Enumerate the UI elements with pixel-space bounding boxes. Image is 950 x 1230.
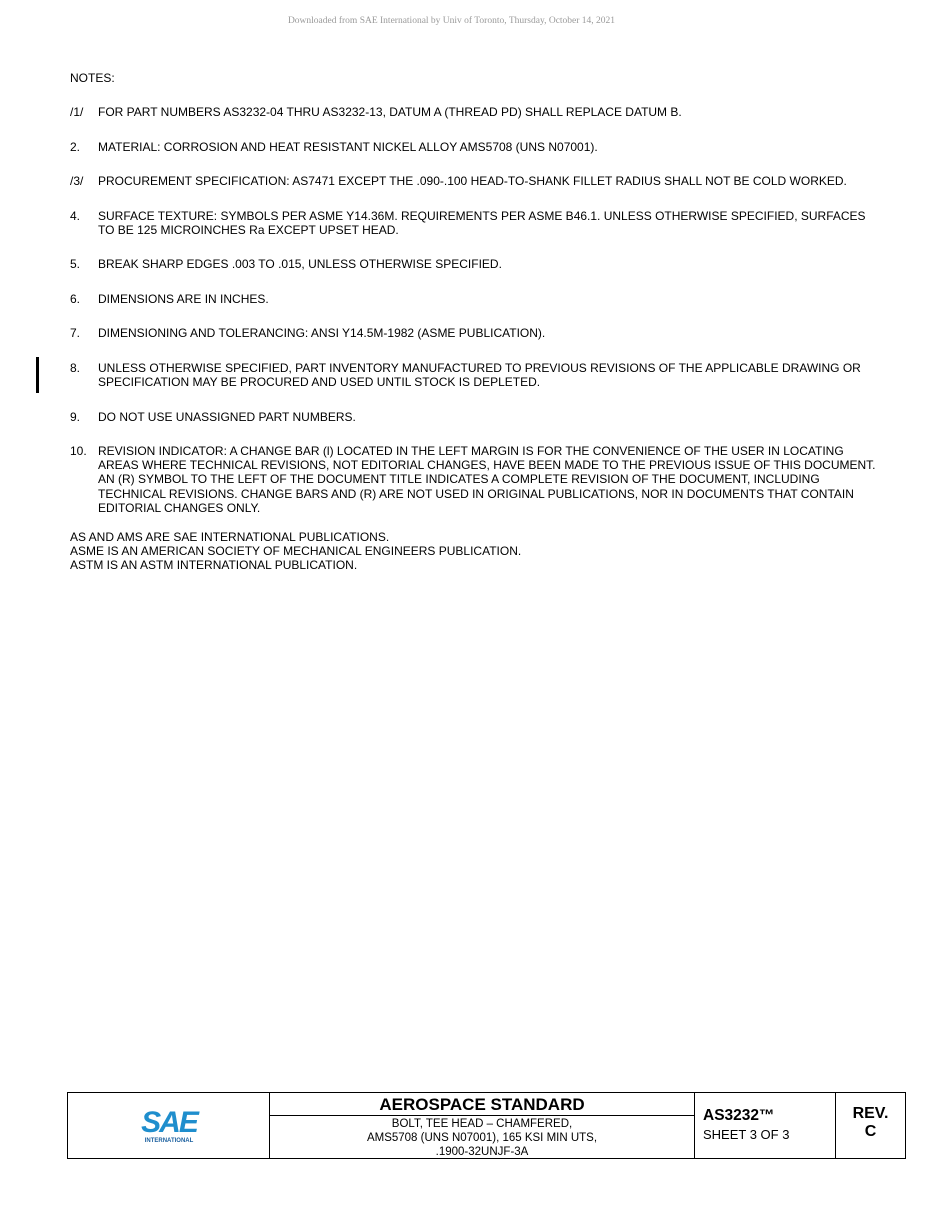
- download-watermark: Downloaded from SAE International by Univ of Toronto, Thursday, October 14, 2021: [287, 16, 616, 26]
- publication-line: ASME IS AN AMERICAN SOCIETY OF MECHANICAL ENGINEERS PUBLICATION.: [70, 544, 522, 559]
- title-block: [67, 1092, 906, 1159]
- document-cell: [695, 1093, 836, 1158]
- note-9: [70, 410, 882, 424]
- note-5: [70, 257, 882, 271]
- note-text: MATERIAL: CORROSION AND HEAT RESISTANT NICKEL ALLOY AMS5708 (UNS N07001).: [98, 140, 598, 154]
- title-cell: [270, 1093, 695, 1158]
- note-4: [70, 209, 882, 237]
- note-number: /3/: [70, 174, 84, 188]
- note-text: DO NOT USE UNASSIGNED PART NUMBERS.: [98, 410, 356, 424]
- note-text: DIMENSIONING AND TOLERANCING: ANSI Y14.5M-1982 (ASME PUBLICATION).: [98, 326, 546, 340]
- note-number: 8.: [70, 361, 81, 375]
- publication-line: ASTM IS AN ASTM INTERNATIONAL PUBLICATION.: [70, 558, 358, 573]
- note-number: 7.: [70, 326, 81, 340]
- note-6: [70, 292, 882, 306]
- note-number: 6.: [70, 292, 81, 306]
- note-text: DIMENSIONS ARE IN INCHES.: [98, 292, 269, 306]
- sae-logo-icon: [139, 1105, 201, 1147]
- note-3: [70, 174, 882, 188]
- revision-change-bar: [36, 357, 39, 393]
- logo-cell: [68, 1093, 270, 1158]
- logo-wordmark: SAE: [141, 1106, 197, 1139]
- note-number: 10.: [70, 444, 87, 458]
- revision-cell: [836, 1093, 905, 1158]
- note-text: PROCUREMENT SPECIFICATION: AS7471 EXCEPT THE .090-.100 HEAD-TO-SHANK FILLET RADIUS SHALL NOT BE COLD WORKED.: [98, 174, 847, 188]
- document-number: AS3232™: [703, 1107, 775, 1124]
- notes-heading: NOTES:: [70, 71, 115, 85]
- description-line: BOLT, TEE HEAD – CHAMFERED,: [391, 1118, 573, 1130]
- note-number: 9.: [70, 410, 81, 424]
- note-text: REVISION INDICATOR: A CHANGE BAR (l) LOCATED IN THE LEFT MARGIN IS FOR THE CONVENIENCE OF THE USER IN LOCATING AREAS WHERE TECHNICAL REVISIONS, NOT EDITORIAL CHANGES, HAVE BEEN MADE TO THE PREVIOUS ISSUE OF THIS DOCUMENT. AN (R) SYMBOL TO THE LEFT OF THE DOCUMENT TITLE INDICATES A COMPLETE REVISION OF THE DOCUMENT, INCLUDING TECHNICAL REVISIONS. CHANGE BARS AND (R) ARE NOT USED IN ORIGINAL PUBLICATIONS, NOR IN DOCUMENTS THAT CONTAIN EDITORIAL CHANGES ONLY.: [98, 444, 876, 515]
- description-line: AMS5708 (UNS N07001), 165 KSI MIN UTS,: [366, 1132, 598, 1145]
- description-line: .1900-32UNJF-3A: [435, 1146, 529, 1159]
- note-text: BREAK SHARP EDGES .003 TO .015, UNLESS OTHERWISE SPECIFIED.: [98, 257, 502, 271]
- note-number: /1/: [70, 105, 84, 119]
- publications-list: [70, 530, 521, 573]
- note-8: [70, 361, 882, 389]
- revision-label: REV.: [852, 1105, 889, 1122]
- note-number: 4.: [70, 209, 81, 223]
- note-7: [70, 326, 882, 340]
- sheet-number: SHEET 3 OF 3: [703, 1127, 790, 1142]
- standard-heading: AEROSPACE STANDARD: [270, 1093, 694, 1116]
- revision-value: C: [864, 1123, 877, 1140]
- note-number: 2.: [70, 140, 81, 154]
- part-description: [270, 1116, 694, 1160]
- logo-subtext: INTERNATIONAL: [144, 1138, 194, 1144]
- note-number: 5.: [70, 257, 81, 271]
- note-10: [70, 444, 882, 515]
- note-text: UNLESS OTHERWISE SPECIFIED, PART INVENTORY MANUFACTURED TO PREVIOUS REVISIONS OF THE APPLICABLE DRAWING OR SPECIFICATION MAY BE PROCURED AND USED UNTIL STOCK IS DEPLETED.: [98, 361, 861, 390]
- note-2: [70, 140, 882, 154]
- note-text: FOR PART NUMBERS AS3232-04 THRU AS3232-13, DATUM A (THREAD PD) SHALL REPLACE DATUM B.: [98, 105, 682, 119]
- publication-line: AS AND AMS ARE SAE INTERNATIONAL PUBLICATIONS.: [70, 530, 390, 544]
- note-1: [70, 105, 882, 119]
- note-text: SURFACE TEXTURE: SYMBOLS PER ASME Y14.36M. REQUIREMENTS PER ASME B46.1. UNLESS OTHERWISE SPECIFIED, SURFACES TO BE 125 MICROINCHES Ra EXCEPT UPSET HEAD.: [98, 209, 866, 238]
